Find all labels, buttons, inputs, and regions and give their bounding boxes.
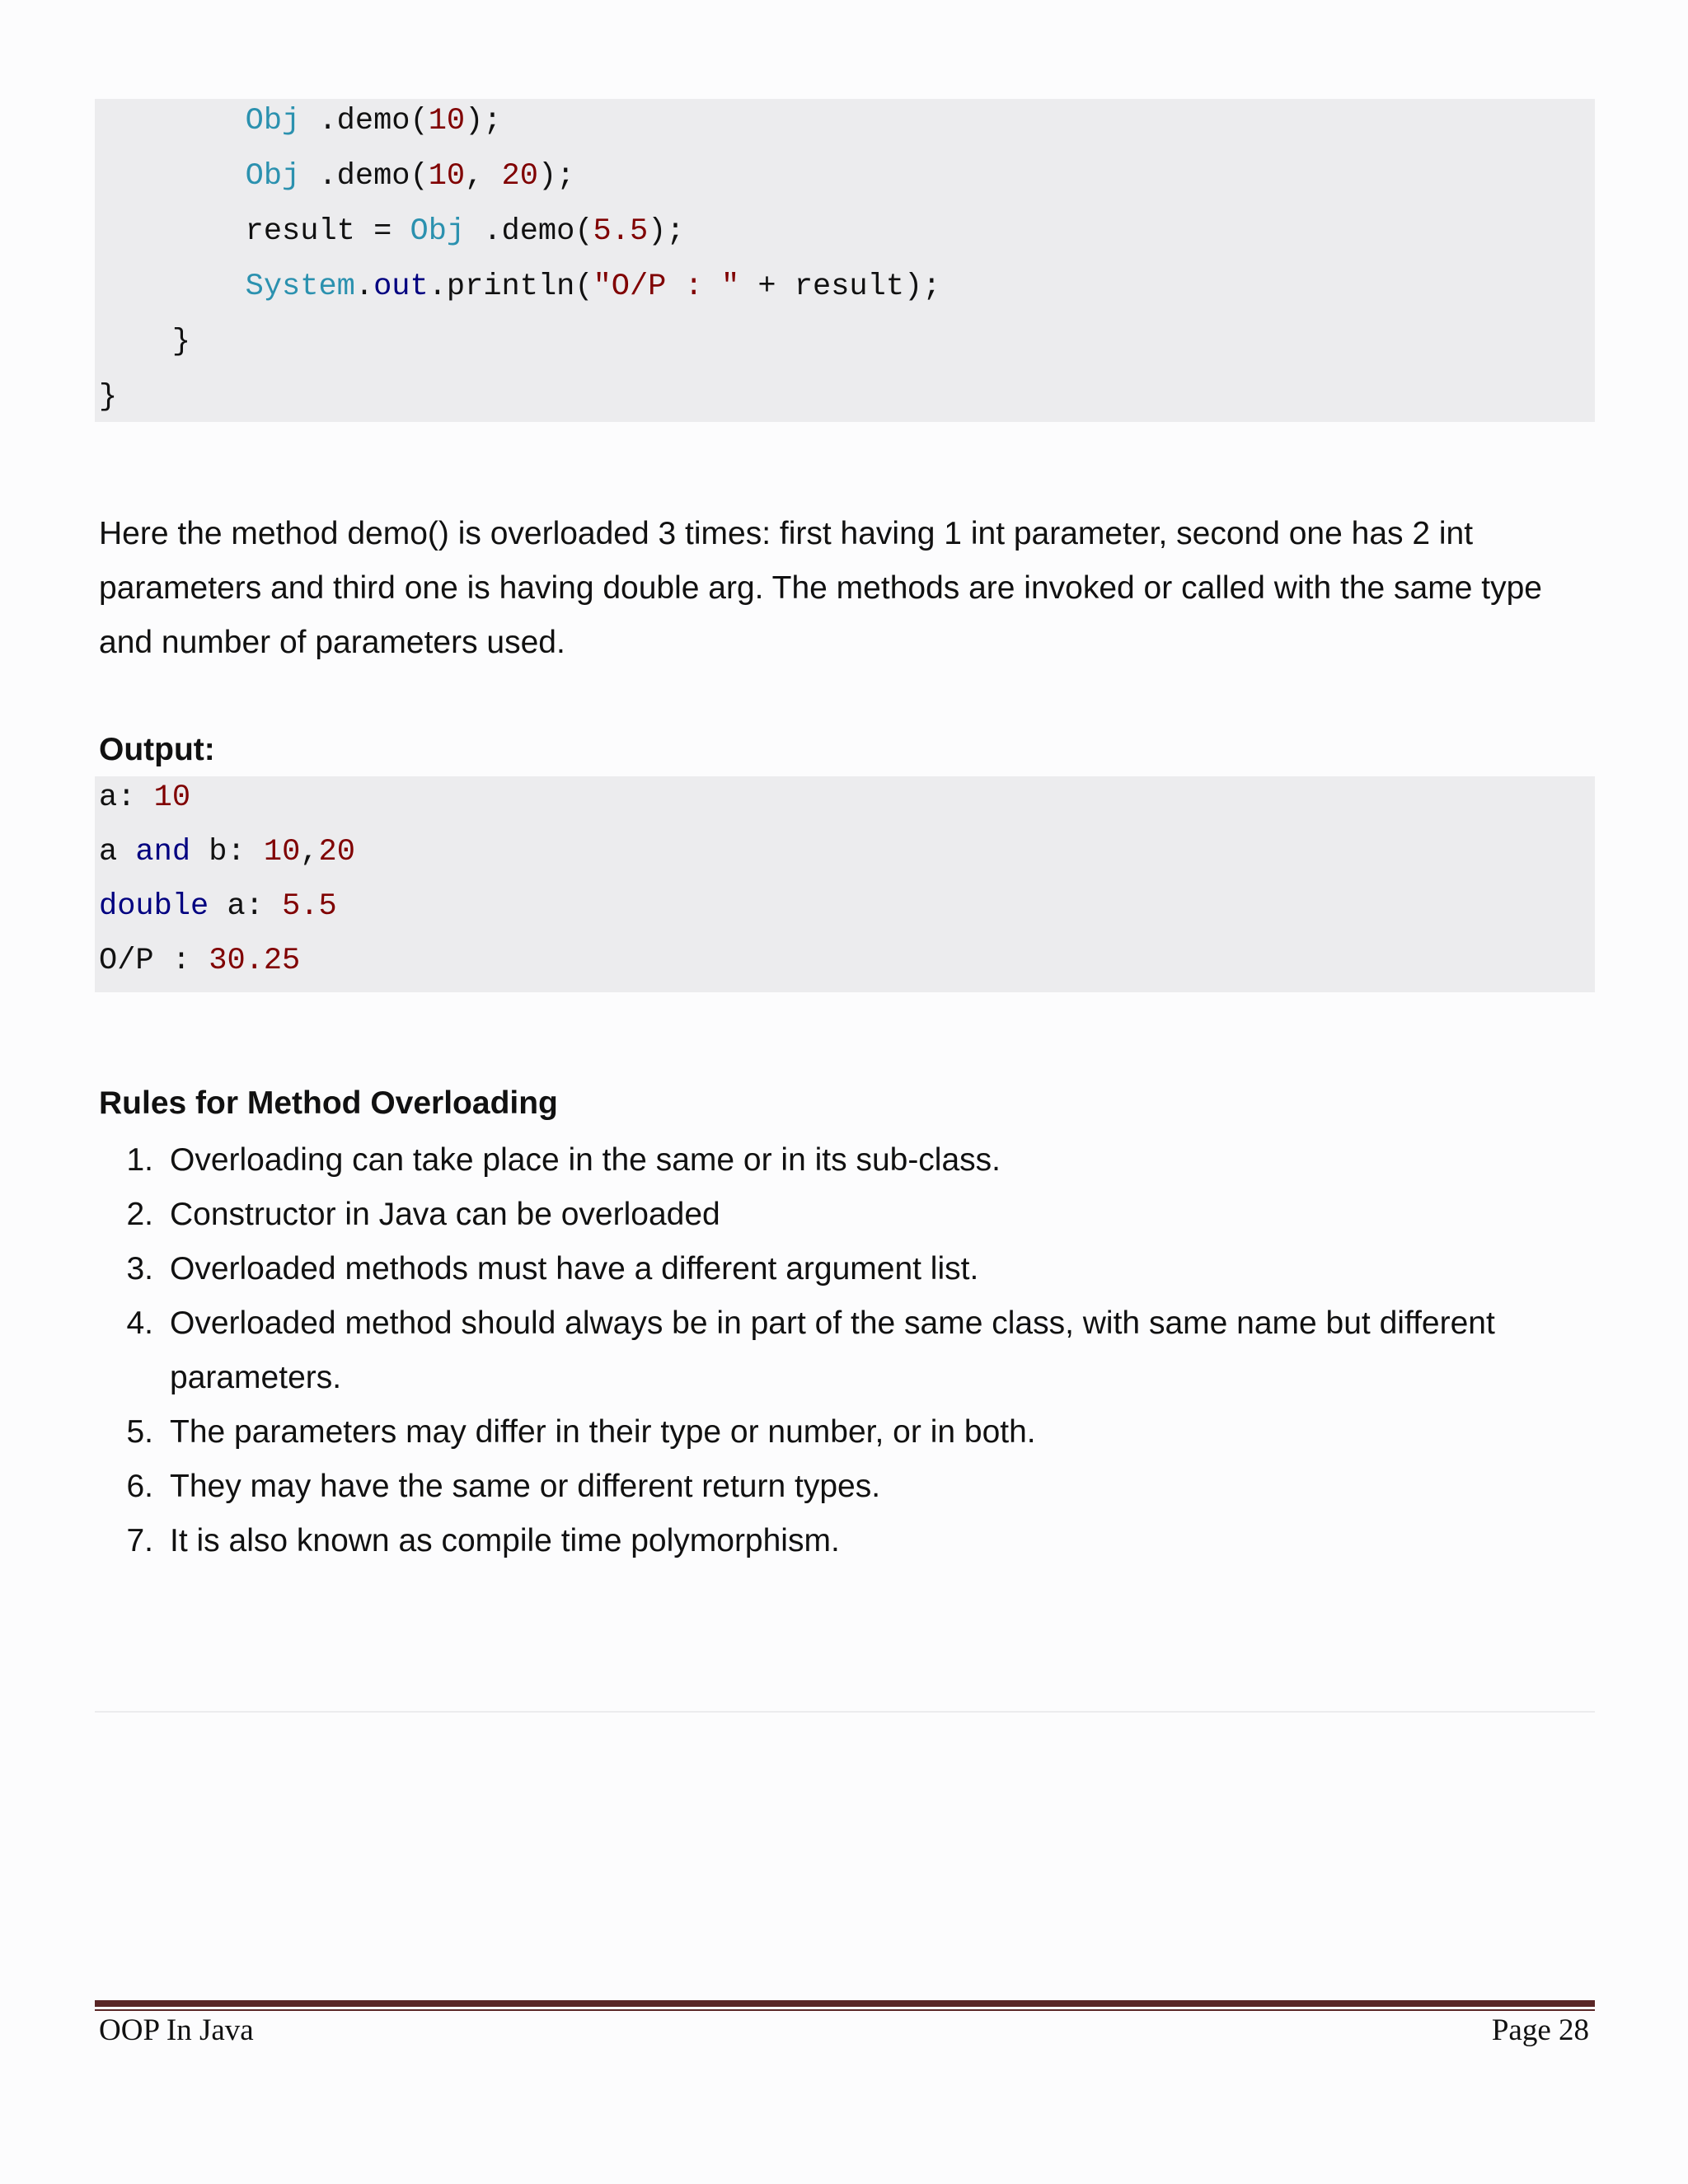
code-token: + result); (739, 269, 941, 304)
code-token: result = (245, 214, 410, 249)
code-token: a: (209, 889, 283, 924)
code-token: , (300, 835, 319, 869)
code-token: a: (99, 780, 154, 815)
list-item-text: Constructor in Java can be overloaded (170, 1197, 720, 1232)
code-line (99, 260, 940, 315)
code-line (99, 149, 574, 204)
code-token: .demo( (465, 214, 593, 249)
code-token: out (373, 269, 429, 304)
code-token: 10 (428, 104, 466, 138)
footer-rule-thin (95, 2009, 1595, 2011)
code-token: O/P : (99, 944, 209, 978)
list-item (99, 1296, 1599, 1351)
code-block-top (95, 99, 1595, 422)
code-token: 20 (318, 835, 355, 869)
output-heading: Output: (99, 732, 215, 767)
code-token: .println( (428, 269, 593, 304)
rules-heading: Rules for Method Overloading (99, 1085, 558, 1121)
code-token: ); (465, 104, 502, 138)
list-item-number: 1. (126, 1142, 153, 1178)
list-item (99, 1460, 1599, 1514)
code-line (99, 204, 685, 260)
code-token: Obj (245, 104, 301, 138)
code-token: , (465, 159, 502, 194)
list-item-number: 2. (126, 1197, 153, 1232)
list-item-text: Overloaded methods must have a different argument list. (170, 1251, 979, 1286)
list-item (99, 1514, 1599, 1568)
paragraph-line: Here the method demo() is overloaded 3 times: first having 1 int parameter, second one has 2 int (99, 516, 1474, 551)
code-line (99, 934, 300, 989)
code-token: 10 (428, 159, 466, 194)
code-token: .demo( (300, 104, 429, 138)
list-item-text: They may have the same or different return types. (170, 1469, 881, 1504)
list-item (99, 1242, 1599, 1296)
code-indent (99, 269, 246, 304)
code-indent (99, 214, 246, 249)
rules-list (99, 1133, 1599, 1568)
code-token: 10 (263, 835, 301, 869)
code-line (99, 825, 355, 880)
list-item (99, 1188, 1599, 1242)
code-token: double (99, 889, 209, 924)
code-token: 10 (153, 780, 191, 815)
code-line (99, 94, 502, 149)
list-item-number: 3. (126, 1251, 153, 1286)
paragraph-line: and number of parameters used. (99, 625, 565, 660)
list-item-continuation (99, 1351, 1599, 1405)
code-token: Obj (245, 159, 301, 194)
list-item (99, 1133, 1599, 1188)
code-token: 5.5 (593, 214, 649, 249)
code-token: ); (537, 159, 575, 194)
footer-rule (95, 2000, 1595, 2007)
explanation-paragraph (99, 507, 1599, 670)
code-token: a (99, 835, 136, 869)
code-line (99, 771, 190, 826)
code-token: Obj (410, 214, 466, 249)
code-token: . (354, 269, 374, 304)
code-block-output (95, 776, 1595, 992)
list-item-number: 5. (126, 1414, 153, 1450)
list-item-number: 7. (126, 1523, 153, 1558)
code-line (99, 879, 337, 935)
code-token: ); (648, 214, 685, 249)
paragraph-line: parameters and third one is having double arg. The methods are invoked or called with the same type (99, 570, 1542, 606)
code-token: 20 (501, 159, 538, 194)
code-line (99, 315, 190, 370)
list-item (99, 1405, 1599, 1460)
list-item-text: Overloading can take place in the same or in its sub-class. (170, 1142, 1001, 1178)
code-token: 30.25 (209, 944, 301, 978)
page-number: Page 28 (1491, 2013, 1589, 2047)
list-item-number: 6. (126, 1469, 153, 1504)
list-item-text: The parameters may differ in their type or number, or in both. (170, 1414, 1036, 1450)
code-token: and (135, 835, 191, 869)
code-token: .demo( (300, 159, 429, 194)
footer-title: OOP In Java (99, 2013, 254, 2047)
code-token: 5.5 (282, 889, 337, 924)
list-item-text: Overloaded method should always be in part of the same class, with same name but different (170, 1305, 1495, 1341)
list-item-text: It is also known as compile time polymorphism. (170, 1523, 840, 1558)
code-token: b: (190, 835, 264, 869)
code-indent (99, 159, 246, 194)
code-token: } (171, 325, 191, 359)
code-line (99, 370, 117, 425)
list-item-text: parameters. (170, 1360, 342, 1395)
list-item-number: 4. (126, 1305, 153, 1341)
code-indent (99, 104, 246, 138)
code-indent (99, 325, 172, 359)
section-divider (95, 1711, 1595, 1713)
code-token: System (245, 269, 355, 304)
code-token: "O/P : " (593, 269, 740, 304)
code-token: } (99, 380, 118, 415)
list-item-number (99, 1351, 153, 1405)
